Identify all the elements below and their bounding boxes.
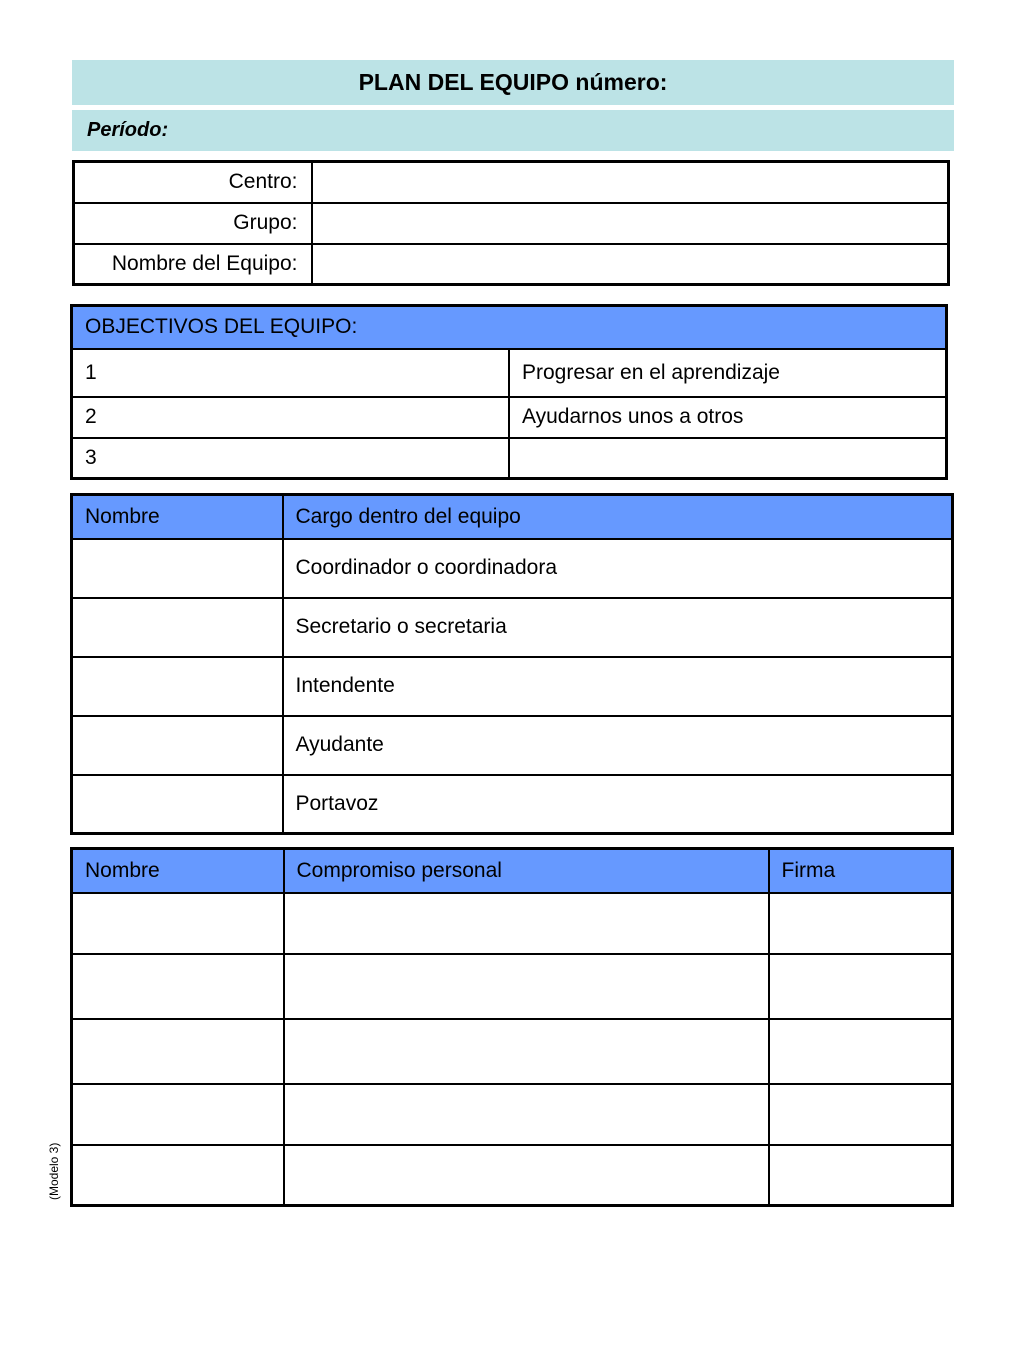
- role-row: [72, 657, 953, 716]
- commitment-text-field[interactable]: [284, 1019, 769, 1084]
- signature-field[interactable]: [769, 954, 953, 1019]
- grupo-label: Grupo:: [74, 203, 312, 244]
- commitment-text-field[interactable]: [284, 1084, 769, 1145]
- commitment-name-field[interactable]: [72, 1084, 284, 1145]
- commitment-name-field[interactable]: [72, 954, 284, 1019]
- info-row: [74, 244, 949, 285]
- objective-number: 1: [72, 349, 510, 397]
- commitment-row: [72, 1145, 953, 1206]
- commitment-text-field[interactable]: [284, 893, 769, 954]
- signature-field[interactable]: [769, 893, 953, 954]
- role-name-field[interactable]: [72, 775, 283, 834]
- role-label: Ayudante: [283, 716, 953, 775]
- role-label: Coordinador o coordinadora: [283, 539, 953, 598]
- commitment-row: [72, 954, 953, 1019]
- role-row: [72, 775, 953, 834]
- objective-number: 2: [72, 397, 510, 438]
- roles-table: [70, 493, 954, 835]
- objective-row: [72, 397, 947, 438]
- objective-number: 3: [72, 438, 510, 479]
- commitments-header-row: [72, 849, 953, 893]
- role-label: Secretario o secretaria: [283, 598, 953, 657]
- period-label: Período:: [72, 110, 954, 151]
- info-row: [74, 162, 949, 203]
- role-name-field[interactable]: [72, 716, 283, 775]
- grupo-field[interactable]: [312, 203, 949, 244]
- role-row: [72, 716, 953, 775]
- role-name-field[interactable]: [72, 598, 283, 657]
- page-title: PLAN DEL EQUIPO número:: [72, 60, 954, 105]
- roles-header-row: [72, 495, 953, 539]
- objective-text[interactable]: Ayudarnos unos a otros: [509, 397, 947, 438]
- role-name-field[interactable]: [72, 657, 283, 716]
- model-note: (Modelo 3): [47, 1142, 61, 1200]
- objectives-header: OBJECTIVOS DEL EQUIPO:: [72, 306, 947, 349]
- info-row: [74, 203, 949, 244]
- commitments-table: [70, 847, 954, 1207]
- commitments-header-commitment: Compromiso personal: [284, 849, 769, 893]
- role-label: Portavoz: [283, 775, 953, 834]
- team-info-table: [72, 160, 950, 286]
- signature-field[interactable]: [769, 1145, 953, 1206]
- commitment-name-field[interactable]: [72, 893, 284, 954]
- signature-field[interactable]: [769, 1084, 953, 1145]
- commitments-header-name: Nombre: [72, 849, 284, 893]
- objective-text[interactable]: Progresar en el aprendizaje: [509, 349, 947, 397]
- centro-field[interactable]: [312, 162, 949, 203]
- roles-header-role: Cargo dentro del equipo: [283, 495, 953, 539]
- team-name-field[interactable]: [312, 244, 949, 285]
- role-row: [72, 539, 953, 598]
- team-name-label: Nombre del Equipo:: [74, 244, 312, 285]
- objectives-table: [70, 304, 948, 480]
- commitment-row: [72, 1084, 953, 1145]
- role-row: [72, 598, 953, 657]
- role-name-field[interactable]: [72, 539, 283, 598]
- commitment-name-field[interactable]: [72, 1019, 284, 1084]
- commitment-row: [72, 893, 953, 954]
- commitment-row: [72, 1019, 953, 1084]
- commitment-name-field[interactable]: [72, 1145, 284, 1206]
- commitment-text-field[interactable]: [284, 1145, 769, 1206]
- commitment-text-field[interactable]: [284, 954, 769, 1019]
- role-label: Intendente: [283, 657, 953, 716]
- roles-header-name: Nombre: [72, 495, 283, 539]
- objective-row: [72, 438, 947, 479]
- commitments-header-signature: Firma: [769, 849, 953, 893]
- signature-field[interactable]: [769, 1019, 953, 1084]
- objective-text[interactable]: [509, 438, 947, 479]
- objective-row: [72, 349, 947, 397]
- objectives-header-row: [72, 306, 947, 349]
- centro-label: Centro:: [74, 162, 312, 203]
